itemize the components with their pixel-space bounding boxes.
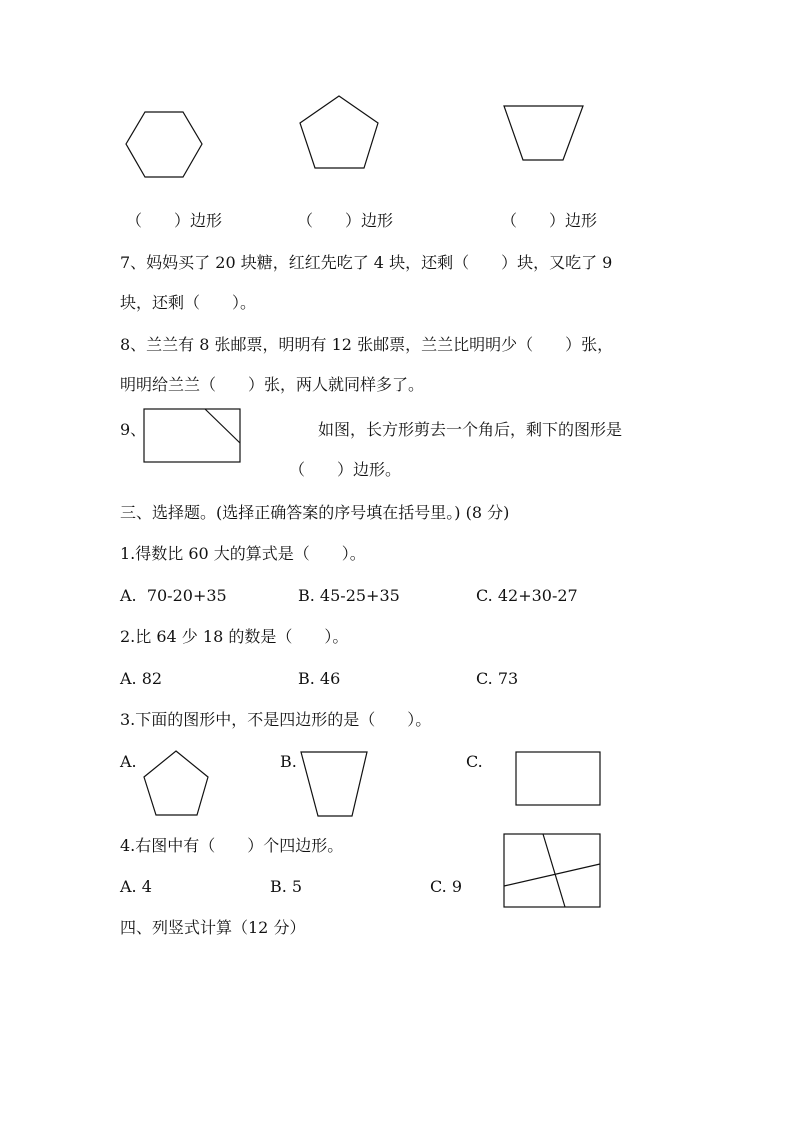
q4-option-b: B. 5 <box>270 877 303 896</box>
q2-option-b: B. 46 <box>298 669 341 688</box>
pentagon-figure <box>300 96 378 168</box>
q7-line2: 块，还剩（ ）。 <box>120 293 257 312</box>
pentagon-blank: （ ）边形 <box>297 211 394 230</box>
option-a-pentagon <box>144 751 208 815</box>
q8-line1: 8、兰兰有 8 张邮票，明明有 12 张邮票，兰兰比明明少（ ）张， <box>120 335 614 354</box>
q4-option-c: C. 9 <box>430 877 463 896</box>
option-c-rectangle <box>516 752 600 805</box>
q1-option-c: C. 42+30-27 <box>476 586 578 605</box>
option-b-trapezoid <box>301 752 367 816</box>
q3-option-a: A. <box>120 752 137 771</box>
q7-line1: 7、妈妈买了 20 块糖，红红先吃了 4 块，还剩（ ）块，又吃了 9 <box>120 253 613 272</box>
q2-option-a: A. 82 <box>120 669 163 688</box>
q1-stem: 1.得数比 60 大的算式是（ ）。 <box>120 544 366 563</box>
q3-stem: 3.下面的图形中，不是四边形的是（ ）。 <box>120 710 432 729</box>
cut-line <box>205 409 240 443</box>
section4-title: 四、列竖式计算（12 分） <box>120 918 306 937</box>
q9-blank: （ ）边形。 <box>289 460 402 479</box>
q3-option-c: C. <box>466 752 483 771</box>
section3-title: 三、选择题。(选择正确答案的序号填在括号里。) (8 分) <box>120 503 510 522</box>
q9-number: 9、 <box>120 420 147 439</box>
q3-option-b: B. <box>280 752 297 771</box>
q4-stem: 4.右图中有（ ）个四边形。 <box>120 836 344 855</box>
q9-text: 如图，长方形剪去一个角后，剩下的图形是 <box>318 420 623 439</box>
trapezoid-figure <box>504 106 583 160</box>
figure-line-2 <box>504 864 600 886</box>
q2-stem: 2.比 64 少 18 的数是（ ）。 <box>120 627 349 646</box>
figure-line-1 <box>543 834 565 907</box>
quadrilateral-count-figure <box>504 834 600 907</box>
q1-option-b: B. 45-25+35 <box>298 586 400 605</box>
hexagon-figure <box>126 112 202 177</box>
cut-rectangle-figure <box>144 409 240 462</box>
q1-option-a: A. 70-20+35 <box>120 586 227 605</box>
q2-option-c: C. 73 <box>476 669 519 688</box>
q4-option-a: A. 4 <box>120 877 152 896</box>
hexagon-blank: （ ）边形 <box>126 211 223 230</box>
trapezoid-blank: （ ）边形 <box>501 211 598 230</box>
q8-line2: 明明给兰兰（ ）张，两人就同样多了。 <box>120 375 425 394</box>
